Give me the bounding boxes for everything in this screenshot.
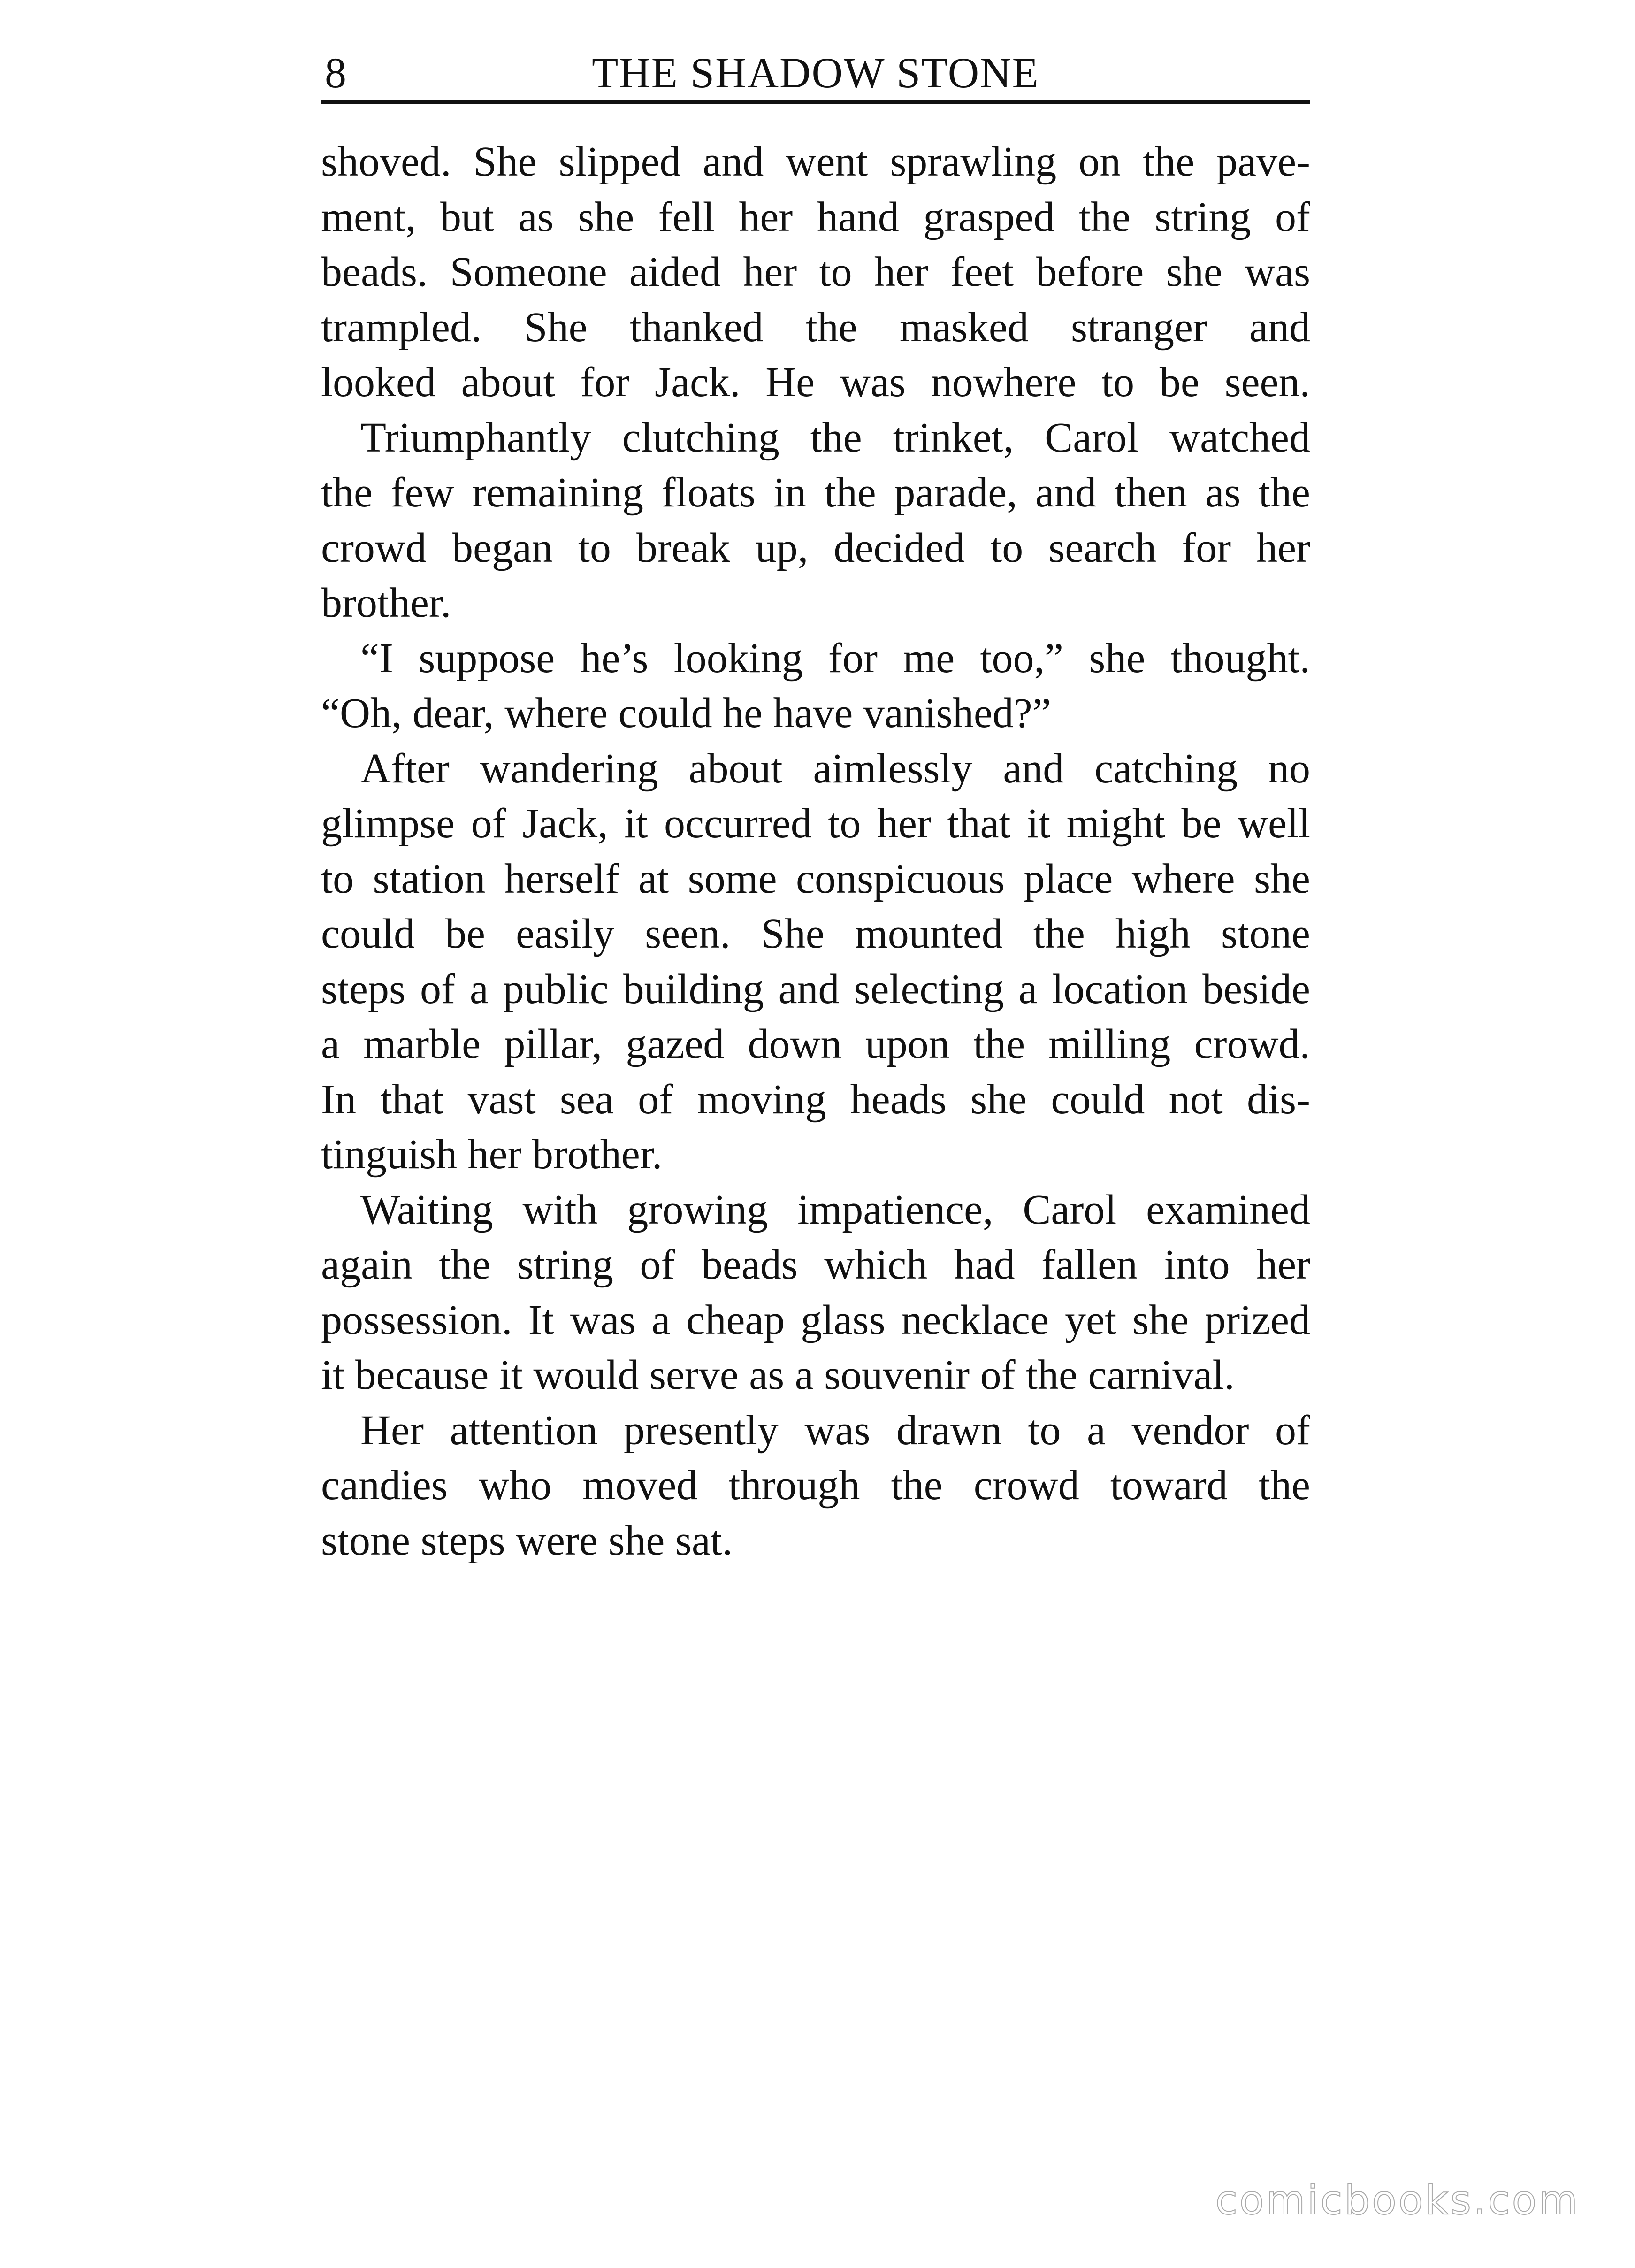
page-number: 8 bbox=[325, 49, 346, 97]
text-line: beads. Someone aided her to her feet before she was bbox=[321, 249, 1310, 295]
text-line: shoved. She slipped and went sprawling on the pave- bbox=[321, 138, 1310, 185]
body-text bbox=[321, 134, 1310, 1568]
text-line: trampled. She thanked the masked stranger and bbox=[321, 304, 1310, 351]
text-line: Waiting with growing impatience, Carol examined bbox=[360, 1186, 1310, 1233]
text-line: steps of a public building and selecting a location beside bbox=[321, 965, 1310, 1012]
text-line: could be easily seen. She mounted the high stone bbox=[321, 911, 1310, 957]
text-line: looked about for Jack. He was nowhere to be seen. bbox=[321, 359, 1310, 406]
text-line: “Oh, dear, where could he have vanished?” bbox=[321, 690, 1051, 736]
watermark: comicbooks.com bbox=[1215, 2177, 1580, 2224]
running-head bbox=[321, 45, 1310, 101]
text-line: again the string of beads which had fallen into her bbox=[321, 1241, 1310, 1288]
text-line: candies who moved through the crowd toward the bbox=[321, 1462, 1310, 1509]
text-line: In that vast sea of moving heads she could not dis- bbox=[321, 1076, 1310, 1123]
text-line: crowd began to break up, decided to search for her bbox=[321, 524, 1310, 571]
text-line: a marble pillar, gazed down upon the milling crowd. bbox=[321, 1021, 1310, 1067]
text-line: the few remaining floats in the parade, and then as the bbox=[321, 469, 1310, 516]
text-line: glimpse of Jack, it occurred to her that it might be well bbox=[321, 800, 1310, 847]
text-line: stone steps were she sat. bbox=[321, 1517, 733, 1564]
text-line: possession. It was a cheap glass necklace yet she prized bbox=[321, 1296, 1310, 1343]
text-line: it because it would serve as a souvenir of the carnival. bbox=[321, 1352, 1235, 1398]
text-line: brother. bbox=[321, 580, 451, 626]
text-line: “I suppose he’s looking for me too,” she thought. bbox=[360, 635, 1310, 682]
text-line: After wandering about aimlessly and catching no bbox=[360, 745, 1310, 792]
text-line: ment, but as she fell her hand grasped the string of bbox=[321, 193, 1310, 240]
text-line: Triumphantly clutching the trinket, Carol watched bbox=[360, 414, 1310, 461]
text-line: tinguish her brother. bbox=[321, 1131, 663, 1178]
text-line: Her attention presently was drawn to a vendor of bbox=[360, 1407, 1310, 1454]
text-line: to station herself at some conspicuous place where she bbox=[321, 855, 1310, 902]
header-rule bbox=[321, 100, 1310, 104]
book-title: THE SHADOW STONE bbox=[592, 49, 1039, 97]
